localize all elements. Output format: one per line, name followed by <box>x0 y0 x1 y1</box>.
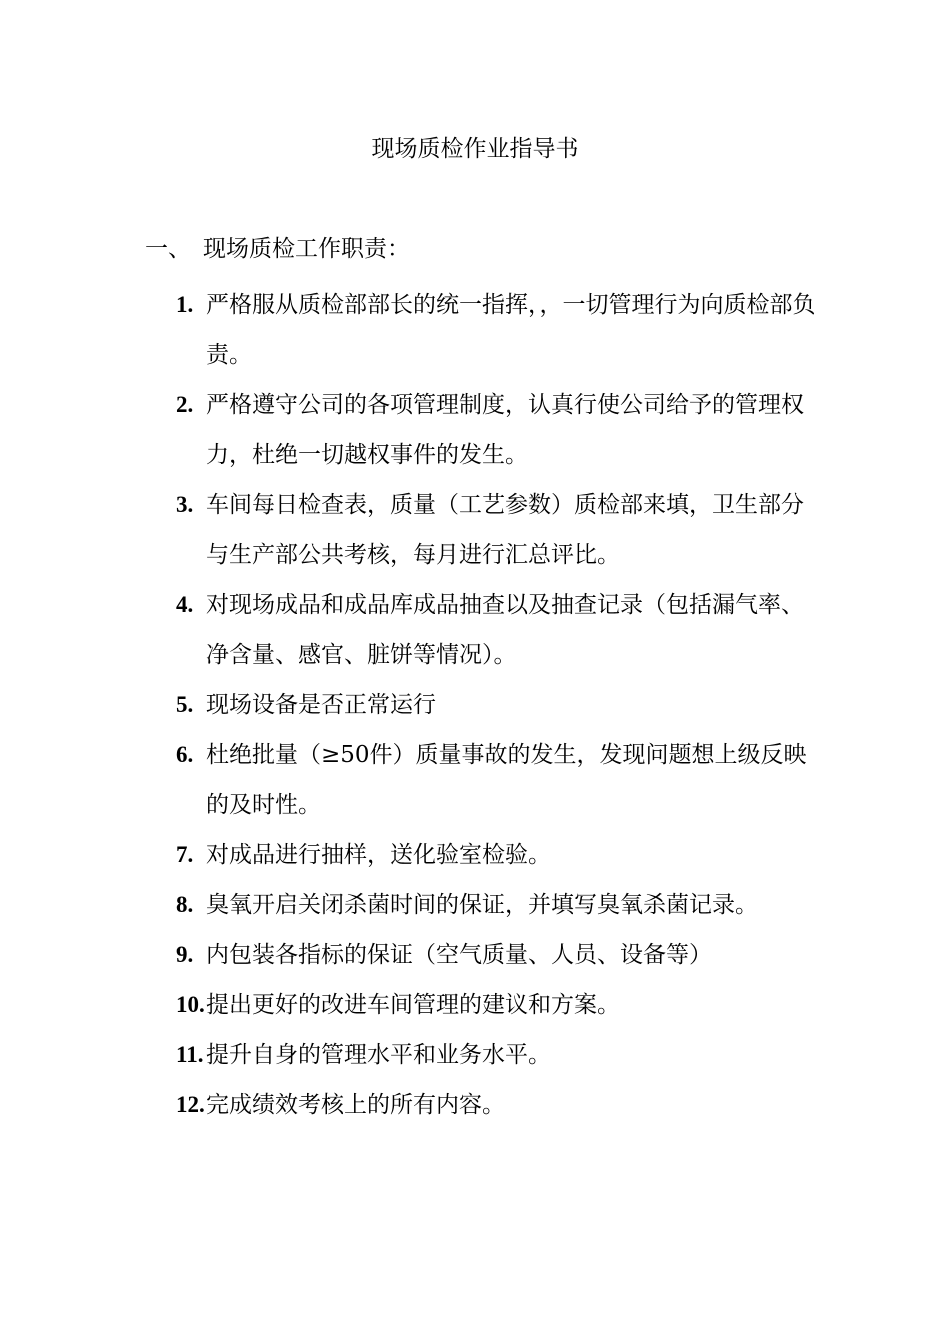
list-item-text: 严格服从质检部部长的统一指挥，，一切管理行为向质检部负责。 <box>206 292 816 368</box>
list-item <box>176 880 816 930</box>
list-item-number: 7. <box>176 842 194 867</box>
list-item <box>176 580 816 680</box>
list-item <box>176 930 816 980</box>
section-number: 一、 <box>145 236 191 262</box>
list-item-number: 9. <box>176 942 194 967</box>
list-item <box>176 280 816 380</box>
list-item-number: 5. <box>176 692 194 717</box>
list-item-text: 杜绝批量（≥50件）质量事故的发生，发现问题想上级反映的及时性。 <box>206 742 807 818</box>
list-item-text: 提升自身的管理水平和业务水平。 <box>206 1042 551 1068</box>
list-item-number: 2. <box>176 392 194 417</box>
list-item <box>176 1080 816 1130</box>
list-item <box>176 1030 816 1080</box>
list-item-number: 6. <box>176 742 194 767</box>
list-item <box>176 380 816 480</box>
list-item-number: 1. <box>176 292 194 317</box>
list-item-text: 臭氧开启关闭杀菌时间的保证，并填写臭氧杀菌记录。 <box>206 892 758 918</box>
list-item <box>176 730 816 830</box>
list-item <box>176 980 816 1030</box>
list-item-number: 3. <box>176 492 194 517</box>
document-title: 现场质检作业指导书 <box>371 136 579 162</box>
section-heading-text: 现场质检工作职责： <box>203 236 410 262</box>
list-item-number: 8. <box>176 892 194 917</box>
duty-list <box>176 280 816 1130</box>
list-item-text: 对成品进行抽样，送化验室检验。 <box>206 842 551 868</box>
list-item-text: 现场设备是否正常运行 <box>206 692 436 718</box>
list-item-number: 11. <box>176 1042 204 1067</box>
list-item <box>176 480 816 580</box>
list-item-text: 车间每日检查表，质量（工艺参数）质检部来填，卫生部分与生产部公共考核，每月进行汇总评比。 <box>206 492 804 568</box>
list-item <box>176 680 816 730</box>
list-item-text: 内包装各指标的保证（空气质量、人员、设备等） <box>206 942 712 968</box>
list-item-number: 10. <box>176 992 205 1017</box>
list-item-number: 12. <box>176 1092 205 1117</box>
list-item-text: 提出更好的改进车间管理的建议和方案。 <box>206 992 620 1018</box>
list-item-number: 4. <box>176 592 194 617</box>
list-item-text: 对现场成品和成品库成品抽查以及抽查记录（包括漏气率、净含量、感官、脏饼等情况）。 <box>206 592 804 668</box>
list-item <box>176 830 816 880</box>
list-item-text: 完成绩效考核上的所有内容。 <box>206 1092 505 1118</box>
list-item-text: 严格遵守公司的各项管理制度，认真行使公司给予的管理权力，杜绝一切越权事件的发生。 <box>206 392 804 468</box>
section-heading <box>145 232 410 266</box>
